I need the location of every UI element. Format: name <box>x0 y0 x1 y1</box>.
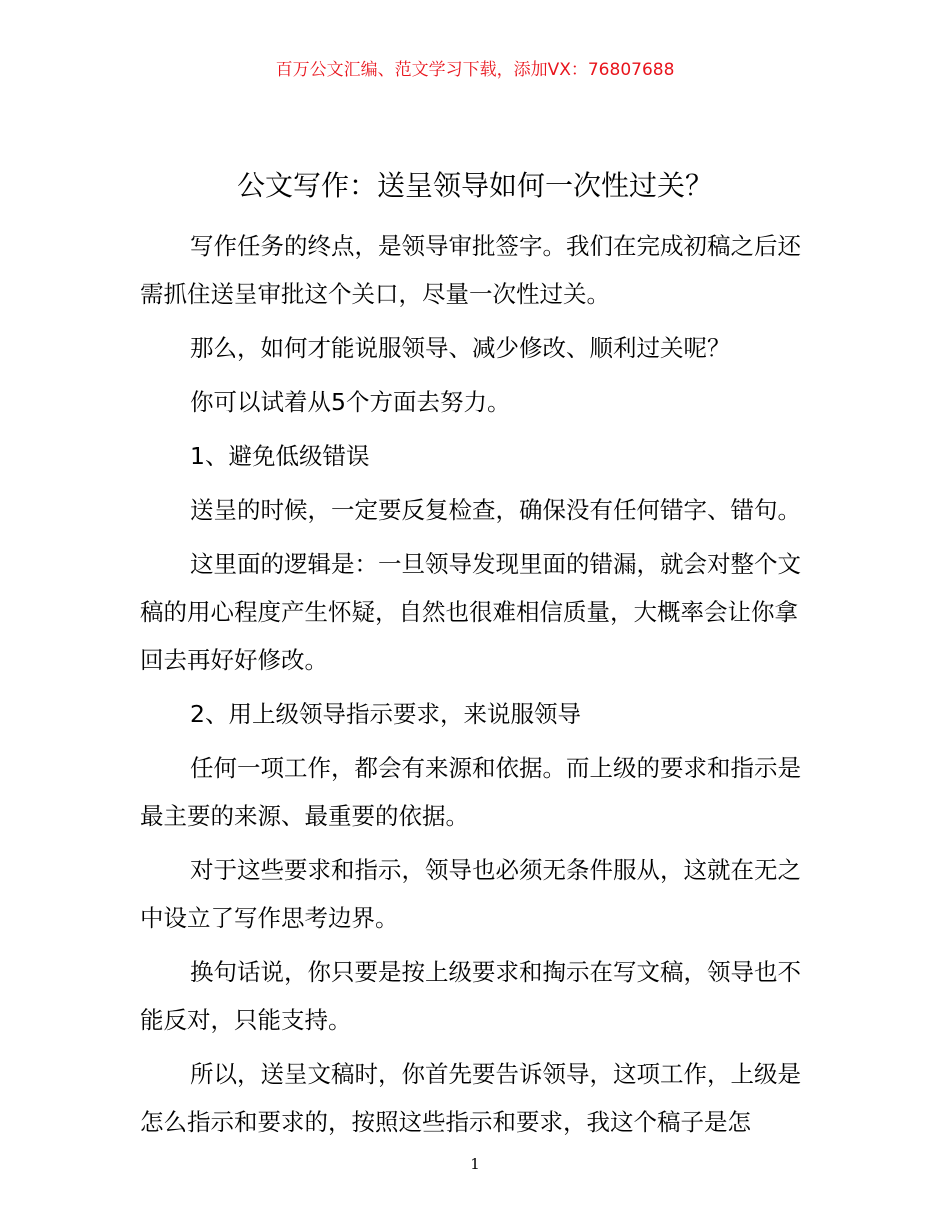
paragraph: 对于这些要求和指示，领导也必须无条件服从，这就在无之中设立了写作思考边界。 <box>140 856 801 932</box>
section-heading: 1、避免低级错误 <box>190 442 370 470</box>
paragraph: 送呈的时候，一定要反复检查，确保没有任何错字、错句。 <box>190 496 801 524</box>
paragraph: 那么，如何才能说服领导、减少修改、顺利过关呢？ <box>190 334 731 362</box>
paragraph: 你可以试着从5个方面去努力。 <box>190 388 511 416</box>
document-title: 公文写作：送呈领导如何一次性过关？ <box>236 169 713 202</box>
paragraph: 这里面的逻辑是：一旦领导发现里面的错漏，就会对整个文稿的用心程度产生怀疑，自然也很难相信质量，大概率会让你拿回去再好好修改。 <box>140 550 801 674</box>
section-heading: 2、用上级领导指示要求，来说服领导 <box>190 700 581 728</box>
paragraph: 任何一项工作，都会有来源和依据。而上级的要求和指示是最主要的来源、最重要的依据。 <box>140 754 801 830</box>
paragraph: 写作任务的终点，是领导审批签字。我们在完成初稿之后还需抓住送呈审批这个关口，尽量一次性过关。 <box>140 232 801 308</box>
document-body <box>140 222 820 1152</box>
watermark-header: 百万公文汇编、范文学习下载，添加VX：76807688 <box>275 60 675 80</box>
paragraph: 所以，送呈文稿时，你首先要告诉领导，这项工作，上级是怎么指示和要求的，按照这些指示和要求，我这个稿子是怎 <box>140 1060 801 1136</box>
page-number: 1 <box>470 1155 480 1173</box>
paragraph: 换句话说，你只要是按上级要求和掏示在写文稿，领导也不能反对，只能支持。 <box>140 958 801 1034</box>
